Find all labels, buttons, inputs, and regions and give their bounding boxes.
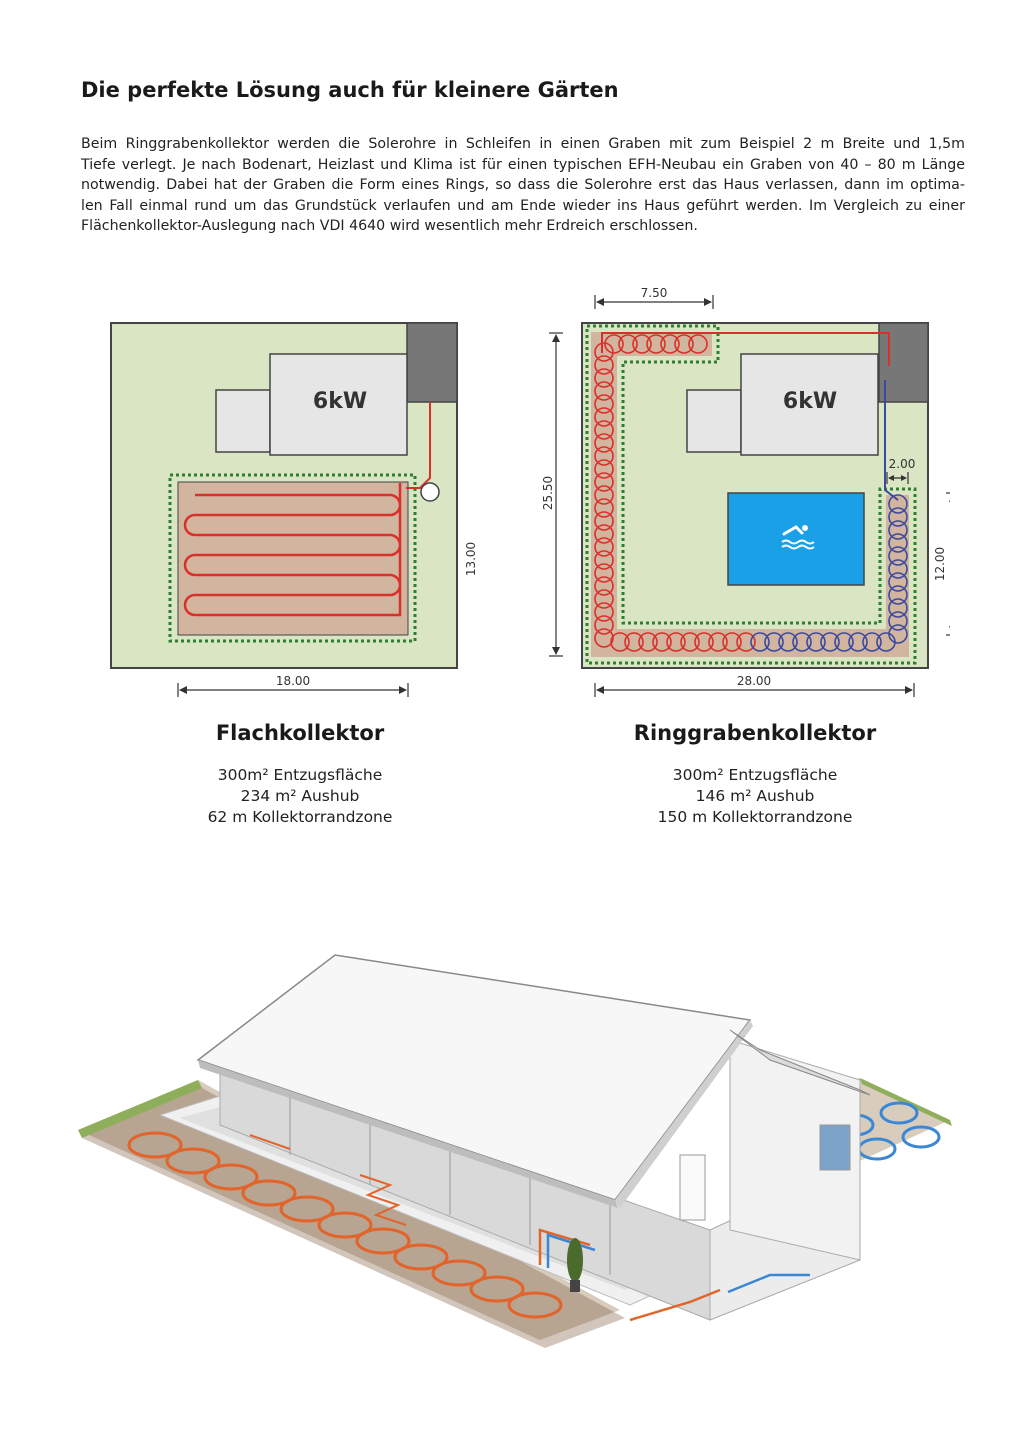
ringgrabenkollektor-caption (545, 721, 965, 828)
heat-pump (680, 1155, 705, 1220)
intro-line: Tiefe verlegt. Je nach Bodenart, Heizlast und Klima ist für einen typischen EFH-Neubau ein Graben von 40 – 80 m Länge (81, 156, 965, 173)
caption-line: 62 m Kollektorrandzone (207, 808, 393, 826)
intro-line: notwendig. Dabei hat der Graben die Form eines Rings, so dass die Solerohre erst das Haus verlassen, dann im optima- (81, 177, 965, 193)
house-power-label: 6kW (312, 389, 368, 414)
house-annex (687, 390, 741, 452)
intro-line: Beim Ringgrabenkollektor werden die Solerohre in Schleifen in einen Graben mit zum Beispiel 2 m Breite und 1,5m (81, 136, 965, 152)
dimension-trench-label: 2.00 (888, 457, 916, 471)
dimension-right-label: 12.00 (933, 546, 947, 582)
dimension-height-label: 13.00 (464, 541, 478, 577)
page-heading: Die perfekte Lösung auch für kleinere Gärten (81, 78, 619, 102)
garage (407, 323, 457, 402)
pool (728, 493, 864, 585)
flachkollektor-title: Flachkollektor (215, 721, 385, 745)
manifold (421, 483, 439, 501)
flachkollektor-caption (90, 721, 510, 828)
garage (879, 323, 928, 402)
dimension-top-label: 7.50 (640, 286, 668, 300)
caption-line: 150 m Kollektorrandzone (657, 808, 853, 826)
dimension-left-label: 25.50 (541, 475, 555, 511)
caption-line: 234 m² Aushub (240, 787, 360, 805)
intro-line: Flächenkollektor-Auslegung nach VDI 4640 wird wesentlich mehr Erdreich erschlossen. (81, 218, 698, 234)
flachkollektor-diagram (100, 280, 480, 700)
intro-paragraph (81, 134, 965, 237)
caption-line: 300m² Entzugsfläche (217, 766, 383, 784)
house-annex (216, 390, 270, 452)
collector-field (178, 482, 408, 635)
house-power-label: 6kW (782, 389, 838, 414)
dimension-bottom-label: 28.00 (736, 674, 772, 688)
caption-line: 146 m² Aushub (695, 787, 815, 805)
caption-line: 300m² Entzugsfläche (672, 766, 838, 784)
house-cutaway-illustration (70, 930, 960, 1350)
ringgrabenkollektor-diagram (530, 280, 950, 700)
dimension-arrowheads (949, 494, 950, 634)
ringgrabenkollektor-title: Ringgrabenkollektor (633, 721, 877, 745)
intro-line: len Fall einmal rund um das Grundstück verlaufen und am Ende wieder ins Haus geführt werden. Im Vergleich zu einer (81, 197, 965, 214)
dimension-width-label: 18.00 (275, 674, 311, 688)
